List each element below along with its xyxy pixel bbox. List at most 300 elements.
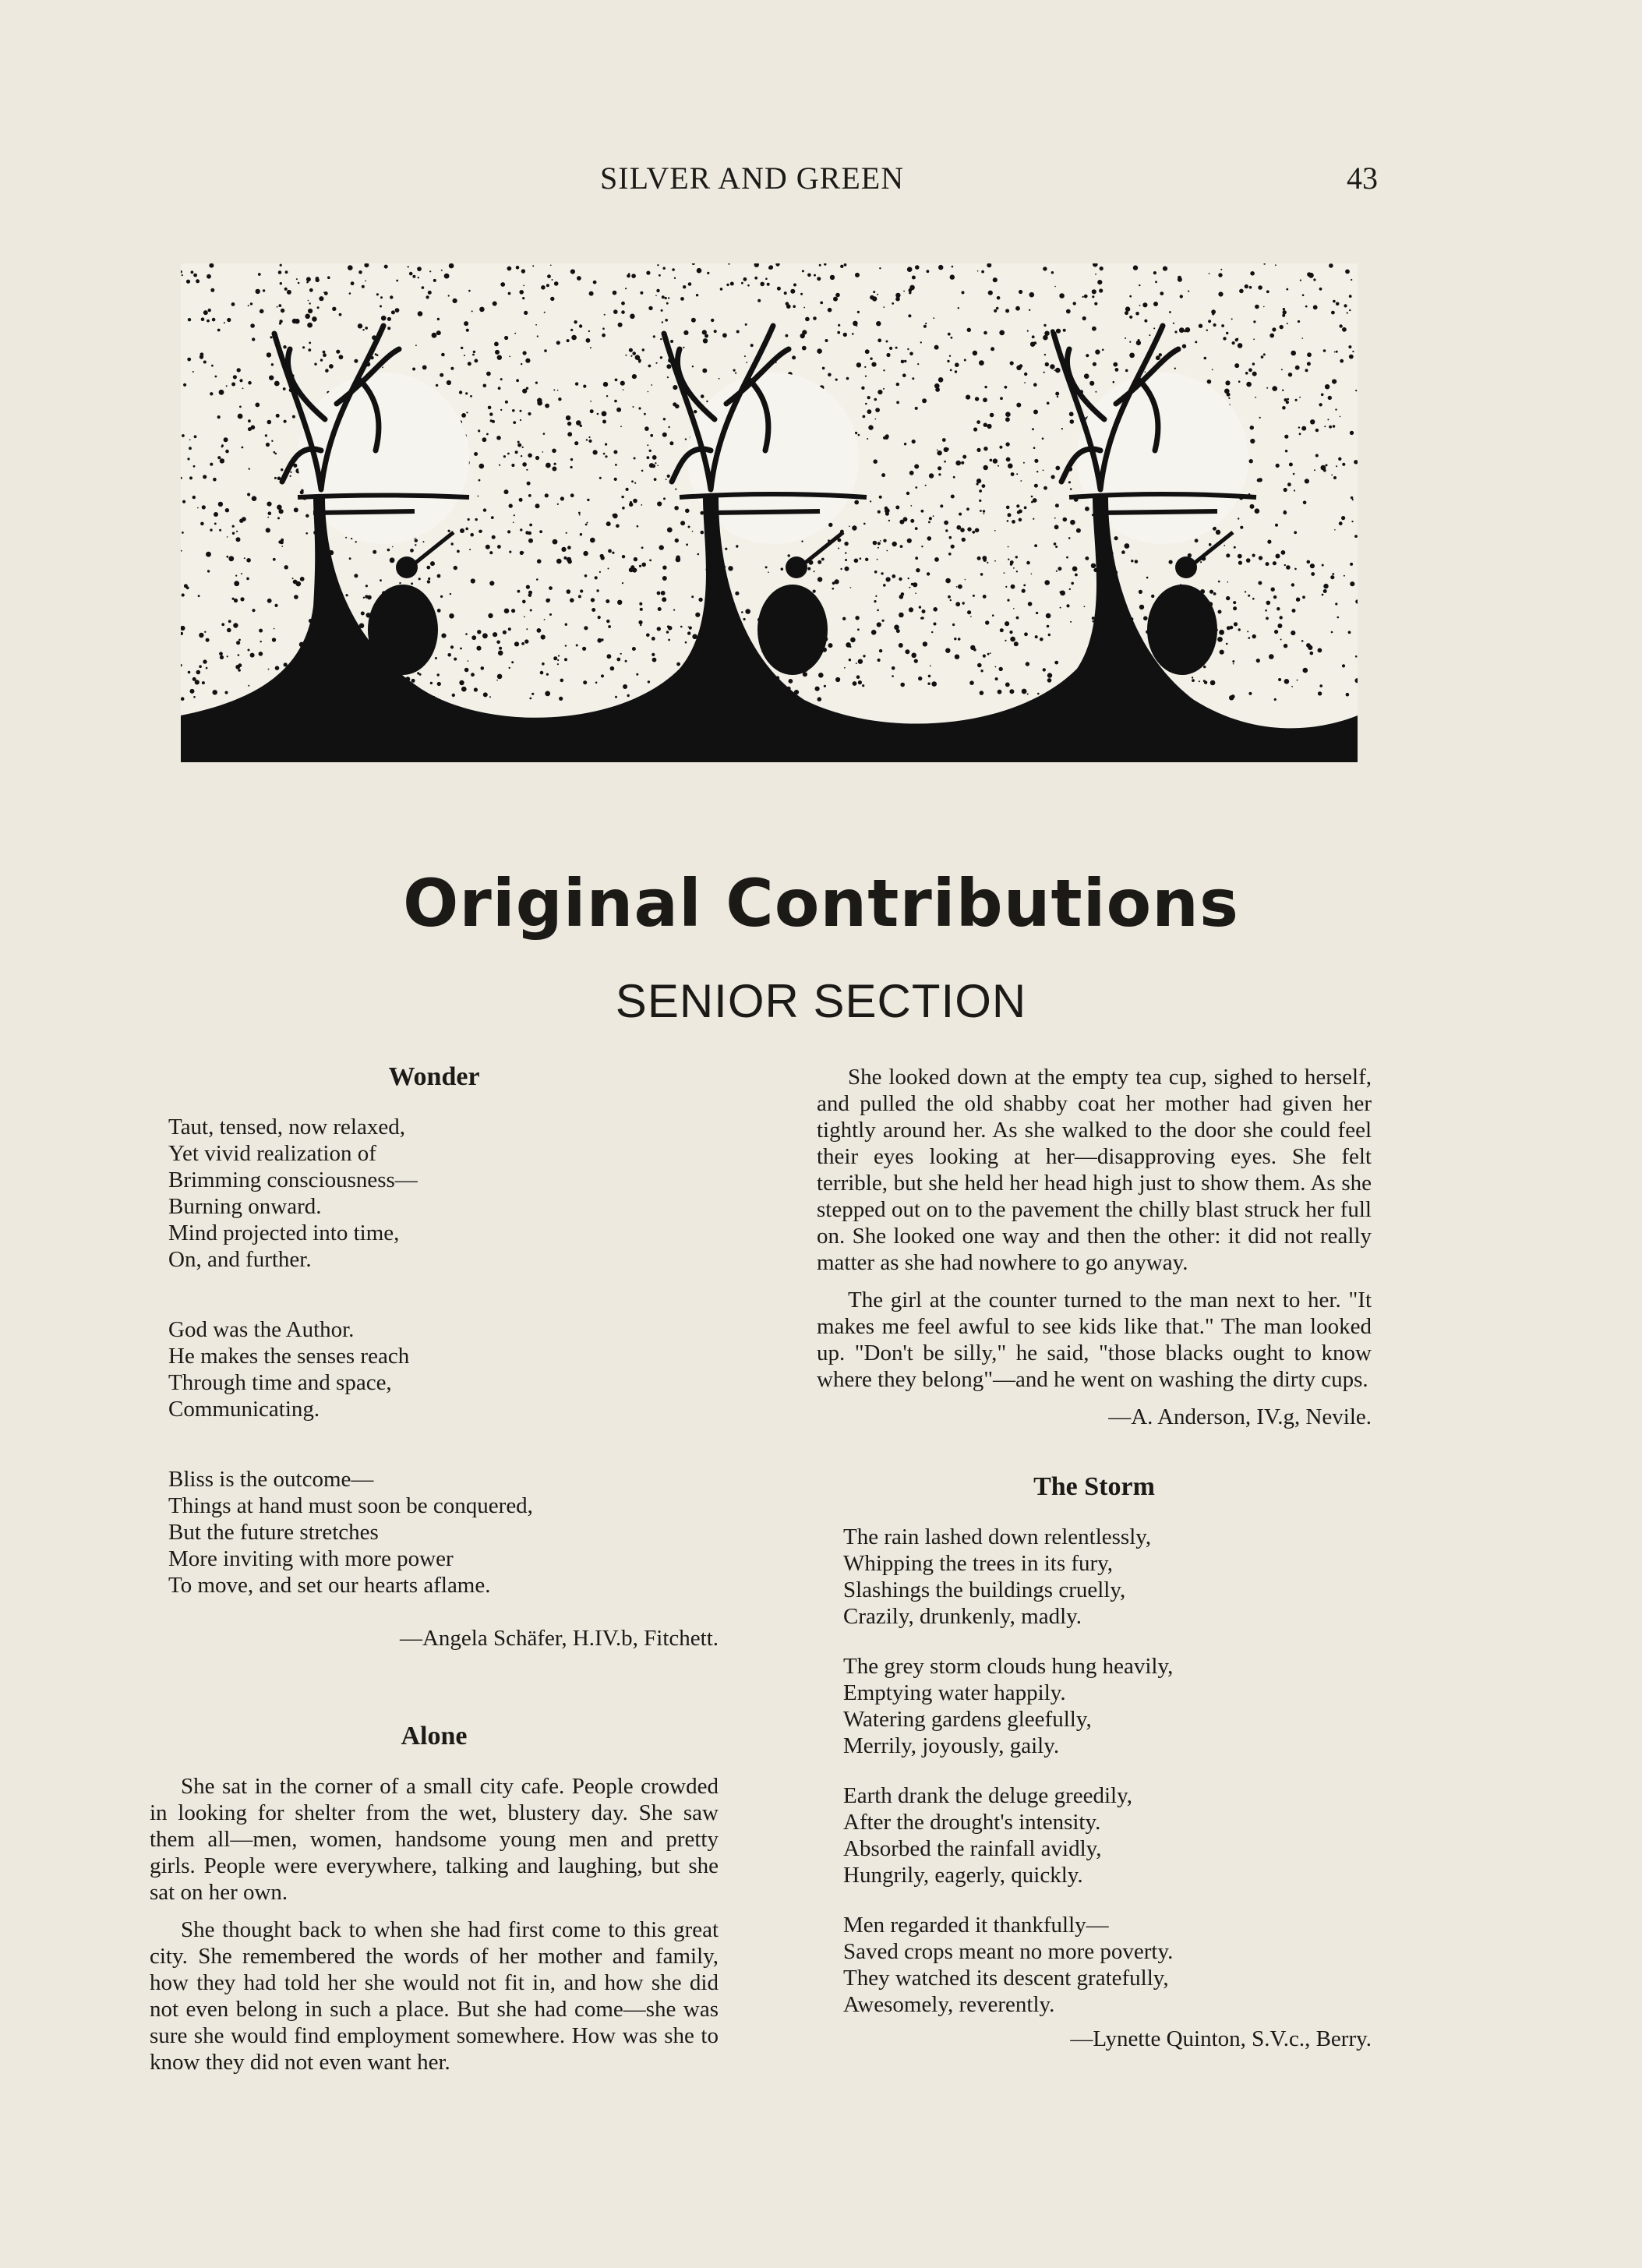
speckle-dot — [685, 641, 687, 644]
speckle-dot — [509, 667, 510, 669]
speckle-dot — [1036, 612, 1038, 614]
speckle-dot — [250, 302, 252, 305]
speckle-dot — [1329, 426, 1332, 429]
speckle-dot — [1258, 285, 1262, 290]
speckle-dot — [1054, 369, 1056, 371]
poem-stanza — [843, 1912, 1372, 2018]
speckle-dot — [1302, 294, 1305, 296]
speckle-dot — [1034, 459, 1038, 463]
speckle-dot — [1054, 518, 1056, 519]
speckle-dot — [302, 346, 305, 348]
speckle-dot — [820, 302, 823, 305]
author-credit: —Lynette Quinton, S.V.c., Berry. — [1070, 2026, 1372, 2051]
speckle-dot — [1218, 273, 1222, 277]
speckle-dot — [853, 321, 858, 327]
speckle-dot — [673, 385, 677, 390]
speckle-dot — [696, 294, 698, 296]
speckle-dot — [1034, 484, 1038, 488]
running-head: SILVER AND GREEN — [600, 161, 905, 196]
speckle-dot — [507, 267, 512, 271]
speckle-dot — [844, 263, 847, 267]
speckle-dot — [587, 499, 589, 501]
speckle-dot — [1057, 396, 1058, 397]
speckle-dot — [657, 627, 661, 631]
speckle-dot — [1146, 577, 1149, 579]
speckle-dot — [918, 677, 922, 680]
speckle-dot — [1322, 594, 1324, 596]
speckle-dot — [865, 403, 867, 405]
speckle-dot — [250, 323, 255, 328]
speckle-dot — [468, 290, 471, 292]
speckle-dot — [899, 578, 902, 581]
speckle-dot — [633, 406, 634, 408]
speckle-dot — [701, 394, 704, 398]
speckle-dot — [853, 681, 857, 686]
speckle-dot — [1204, 357, 1207, 360]
speckle-dot — [285, 270, 288, 274]
speckle-dot — [1055, 503, 1059, 507]
speckle-dot — [899, 643, 903, 648]
speckle-dot — [1004, 572, 1005, 574]
speckle-dot — [380, 579, 382, 581]
speckle-dot — [384, 265, 388, 269]
speckle-dot — [437, 609, 441, 613]
speckle-dot — [1288, 373, 1292, 376]
speckle-dot — [902, 373, 906, 377]
speckle-dot — [553, 389, 555, 390]
speckle-dot — [460, 528, 464, 533]
speckle-dot — [556, 559, 562, 564]
speckle-dot — [807, 567, 810, 571]
speckle-dot — [558, 655, 560, 656]
speckle-dot — [1007, 520, 1009, 522]
speckle-dot — [563, 556, 567, 560]
speckle-dot — [241, 573, 242, 574]
speckle-dot — [621, 496, 623, 498]
speckle-dot — [1008, 546, 1009, 548]
speckle-dot — [1029, 309, 1030, 311]
speckle-dot — [733, 369, 736, 372]
speckle-dot — [526, 469, 528, 471]
speckle-dot — [290, 472, 291, 473]
speckle-dot — [1169, 311, 1171, 313]
poem-line: Merrily, joyously, gaily. — [843, 1733, 1060, 1758]
speckle-dot — [865, 558, 868, 561]
speckle-dot — [553, 656, 557, 660]
speckle-dot — [927, 536, 932, 541]
speckle-dot — [1302, 337, 1304, 339]
speckle-dot — [1043, 668, 1046, 671]
speckle-dot — [354, 574, 358, 578]
speckle-dot — [655, 362, 657, 364]
speckle-dot — [745, 609, 750, 614]
speckle-dot — [1252, 554, 1255, 557]
speckle-dot — [1082, 316, 1086, 320]
speckle-dot — [1209, 543, 1212, 546]
speckle-dot — [544, 312, 546, 313]
speckle-dot — [1019, 518, 1022, 522]
speckle-dot — [955, 655, 959, 659]
speckle-dot — [1255, 305, 1259, 309]
speckle-dot — [688, 627, 690, 628]
speckle-dot — [537, 335, 539, 337]
speckle-dot — [1016, 473, 1018, 475]
speckle-dot — [549, 613, 552, 616]
speckle-dot — [649, 560, 652, 562]
story-title-alone: Alone — [401, 1722, 468, 1750]
speckle-dot — [862, 684, 864, 687]
speckle-dot — [525, 359, 530, 363]
speckle-dot — [396, 280, 398, 282]
speckle-dot — [570, 329, 573, 331]
speckle-dot — [605, 443, 607, 446]
speckle-dot — [865, 376, 867, 377]
speckle-dot — [843, 333, 847, 337]
speckle-dot — [1310, 652, 1314, 655]
speckle-dot — [1239, 289, 1244, 294]
speckle-dot — [466, 412, 468, 413]
speckle-dot — [656, 289, 659, 292]
speckle-dot — [842, 617, 846, 620]
speckle-dot — [630, 355, 632, 357]
speckle-dot — [361, 612, 365, 616]
speckle-dot — [950, 274, 955, 279]
speckle-dot — [1044, 354, 1046, 355]
speckle-dot — [993, 277, 998, 282]
speckle-dot — [323, 353, 327, 357]
speckle-dot — [1008, 464, 1013, 469]
speckle-dot — [212, 318, 216, 322]
speckle-dot — [1010, 637, 1015, 642]
speckle-dot — [519, 498, 523, 502]
speckle-dot — [912, 440, 916, 443]
speckle-dot — [547, 274, 551, 278]
speckle-dot — [1220, 650, 1224, 655]
speckle-dot — [1114, 536, 1118, 540]
speckle-dot — [995, 677, 998, 680]
speckle-dot — [1299, 397, 1301, 398]
speckle-dot — [982, 556, 987, 560]
speckle-dot — [1027, 330, 1029, 332]
speckle-dot — [524, 616, 525, 618]
speckle-dot — [263, 289, 265, 291]
speckle-dot — [489, 581, 494, 585]
speckle-dot — [1250, 439, 1255, 443]
speckle-dot — [279, 322, 281, 324]
speckle-dot — [879, 267, 881, 269]
speckle-dot — [1100, 267, 1103, 270]
speckle-dot — [1209, 273, 1210, 274]
speckle-dot — [990, 459, 993, 462]
speckle-dot — [1050, 364, 1054, 369]
speckle-dot — [537, 559, 542, 563]
speckle-dot — [390, 557, 395, 563]
speckle-dot — [452, 694, 455, 697]
speckle-dot — [1016, 504, 1019, 507]
speckle-dot — [760, 282, 765, 287]
speckle-dot — [423, 541, 425, 542]
speckle-dot — [526, 387, 528, 390]
speckle-dot — [1113, 362, 1118, 367]
speckle-dot — [213, 478, 217, 482]
speckle-dot — [483, 384, 487, 388]
speckle-dot — [535, 456, 539, 460]
speckle-dot — [1284, 679, 1290, 684]
speckle-dot — [309, 302, 311, 304]
speckle-dot — [474, 687, 478, 691]
speckle-dot — [1182, 344, 1186, 348]
speckle-dot — [1218, 291, 1223, 296]
speckle-dot — [948, 553, 952, 556]
speckle-dot — [202, 681, 205, 684]
speckle-dot — [886, 550, 888, 552]
speckle-dot — [700, 511, 704, 515]
speckle-dot — [496, 641, 500, 645]
speckle-dot — [1069, 588, 1071, 590]
speckle-dot — [570, 493, 574, 497]
speckle-dot — [648, 365, 652, 368]
speckle-dot — [1058, 567, 1061, 571]
speckle-dot — [1248, 637, 1251, 639]
speckle-dot — [915, 265, 920, 270]
speckle-dot — [1055, 392, 1059, 396]
speckle-dot — [1221, 324, 1224, 327]
speckle-dot — [1063, 329, 1066, 332]
speckle-dot — [786, 302, 789, 306]
speckle-dot — [629, 348, 633, 352]
speckle-dot — [605, 455, 607, 457]
speckle-dot — [921, 616, 924, 620]
speckle-dot — [875, 419, 877, 420]
speckle-dot — [1228, 397, 1230, 399]
speckle-dot — [1232, 341, 1235, 344]
speckle-dot — [530, 609, 532, 612]
speckle-dot — [1233, 663, 1234, 665]
speckle-dot — [1068, 481, 1071, 483]
speckle-dot — [956, 586, 958, 588]
speckle-dot — [557, 390, 559, 391]
speckle-dot — [570, 458, 573, 461]
speckle-dot — [306, 281, 309, 284]
speckle-dot — [1223, 337, 1226, 340]
speckle-dot — [1071, 582, 1074, 585]
speckle-dot — [1346, 693, 1350, 697]
speckle-dot — [784, 291, 787, 295]
speckle-dot — [914, 659, 918, 663]
poem-line: Emptying water happily. — [843, 1680, 1066, 1705]
speckle-dot — [542, 451, 544, 453]
speckle-dot — [457, 550, 460, 553]
speckle-dot — [1121, 550, 1125, 554]
speckle-dot — [642, 348, 644, 351]
speckle-dot — [1035, 635, 1038, 638]
speckle-dot — [520, 551, 524, 555]
speckle-dot — [200, 355, 203, 359]
speckle-dot — [1326, 464, 1328, 466]
speckle-dot — [660, 338, 662, 340]
speckle-dot — [500, 378, 503, 380]
speckle-dot — [871, 630, 877, 635]
speckle-dot — [1333, 425, 1336, 428]
speckle-dot — [1125, 337, 1126, 339]
speckle-dot — [983, 331, 987, 335]
speckle-dot — [719, 378, 720, 380]
speckle-dot — [994, 530, 996, 532]
speckle-dot — [886, 341, 888, 343]
speckle-dot — [1282, 406, 1286, 410]
speckle-dot — [1275, 524, 1278, 527]
speckle-dot — [883, 369, 885, 371]
speckle-dot — [317, 306, 320, 309]
speckle-dot — [845, 559, 847, 561]
speckle-dot — [1070, 621, 1072, 623]
speckle-dot — [1335, 602, 1337, 605]
speckle-dot — [447, 653, 451, 657]
speckle-dot — [641, 504, 642, 506]
speckle-dot — [493, 632, 497, 637]
speckle-dot — [225, 508, 229, 512]
speckle-dot — [711, 319, 714, 322]
speckle-dot — [492, 535, 496, 539]
speckle-dot — [1245, 591, 1246, 592]
speckle-dot — [1282, 314, 1285, 317]
speckle-dot — [863, 415, 866, 419]
speckle-dot — [1026, 561, 1030, 565]
speckle-dot — [920, 341, 922, 343]
speckle-dot — [345, 537, 347, 539]
speckle-dot — [1056, 571, 1058, 572]
speckle-dot — [877, 294, 878, 295]
speckle-dot — [545, 404, 549, 408]
speckle-dot — [622, 555, 625, 558]
speckle-dot — [877, 338, 881, 342]
speckle-dot — [662, 433, 667, 437]
speckle-dot — [1014, 641, 1019, 646]
speckle-dot — [1319, 288, 1322, 291]
speckle-dot — [883, 306, 885, 308]
speckle-dot — [875, 595, 877, 597]
speckle-dot — [1291, 583, 1294, 586]
speckle-dot — [1344, 575, 1345, 577]
speckle-dot — [459, 680, 464, 685]
speckle-dot — [1238, 561, 1242, 565]
poem-line: They watched its descent gratefully, — [843, 1966, 1169, 1991]
speckle-dot — [553, 539, 558, 545]
speckle-dot — [1092, 289, 1096, 294]
speckle-dot — [873, 459, 877, 464]
author-credit: —A. Anderson, IV.g, Nevile. — [1108, 1404, 1372, 1429]
speckle-dot — [509, 503, 513, 507]
speckle-dot — [1314, 469, 1315, 471]
speckle-dot — [181, 697, 185, 701]
speckle-dot — [960, 528, 965, 532]
speckle-dot — [743, 618, 746, 620]
speckle-dot — [1084, 295, 1088, 299]
speckle-dot — [1169, 560, 1173, 564]
speckle-dot — [1261, 355, 1264, 359]
speckle-dot — [1334, 529, 1336, 531]
speckle-dot — [1294, 531, 1297, 534]
speckle-dot — [499, 647, 502, 650]
speckle-dot — [265, 434, 267, 436]
speckle-dot — [802, 330, 807, 334]
speckle-dot — [618, 323, 623, 327]
speckle-dot — [1048, 634, 1051, 636]
speckle-dot — [819, 264, 821, 267]
speckle-dot — [814, 274, 816, 277]
speckle-dot — [1266, 601, 1271, 606]
speckle-dot — [466, 329, 469, 332]
speckle-dot — [669, 441, 673, 445]
speckle-dot — [517, 590, 521, 593]
speckle-dot — [540, 671, 544, 675]
speckle-dot — [714, 330, 717, 333]
speckle-dot — [613, 450, 617, 454]
speckle-dot — [590, 401, 591, 402]
speckle-dot — [879, 496, 882, 499]
speckle-dot — [1283, 308, 1285, 310]
speckle-dot — [883, 388, 885, 390]
speckle-dot — [220, 458, 224, 463]
speckle-dot — [662, 321, 663, 323]
speckle-dot — [314, 363, 316, 366]
speckle-dot — [557, 503, 559, 505]
speckle-dot — [255, 403, 260, 408]
speckle-dot — [685, 438, 687, 440]
speckle-dot — [399, 582, 401, 584]
speckle-dot — [627, 274, 630, 278]
speckle-dot — [1097, 280, 1102, 284]
speckle-dot — [508, 627, 511, 631]
speckle-dot — [522, 462, 527, 467]
speckle-dot — [613, 291, 617, 295]
speckle-dot — [614, 400, 617, 403]
speckle-dot — [606, 620, 609, 623]
speckle-dot — [606, 395, 608, 397]
speckle-dot — [1226, 332, 1228, 334]
speckle-dot — [692, 531, 694, 532]
speckle-dot — [274, 628, 275, 630]
speckle-dot — [437, 673, 440, 676]
speckle-dot — [1323, 584, 1328, 588]
speckle-dot — [821, 558, 825, 561]
speckle-dot — [1297, 680, 1298, 681]
speckle-dot — [207, 570, 210, 572]
speckle-dot — [1301, 426, 1306, 431]
speckle-dot — [1070, 520, 1075, 525]
speckle-dot — [473, 351, 475, 353]
speckle-dot — [194, 435, 197, 438]
speckle-dot — [777, 287, 781, 291]
speckle-dot — [215, 376, 217, 378]
speckle-dot — [604, 314, 606, 316]
speckle-dot — [525, 531, 529, 535]
speckle-dot — [641, 470, 644, 472]
speckle-dot — [666, 302, 669, 305]
speckle-dot — [857, 628, 860, 631]
speckle-dot — [1284, 564, 1286, 566]
speckle-dot — [683, 347, 684, 348]
speckle-dot — [300, 577, 305, 581]
speckle-dot — [524, 311, 528, 315]
speckle-dot — [516, 379, 519, 382]
speckle-dot — [915, 486, 917, 489]
speckle-dot — [570, 466, 573, 468]
speckle-dot — [1005, 417, 1010, 422]
speckle-dot — [990, 413, 994, 418]
speckle-dot — [632, 352, 636, 355]
speckle-dot — [522, 297, 524, 299]
